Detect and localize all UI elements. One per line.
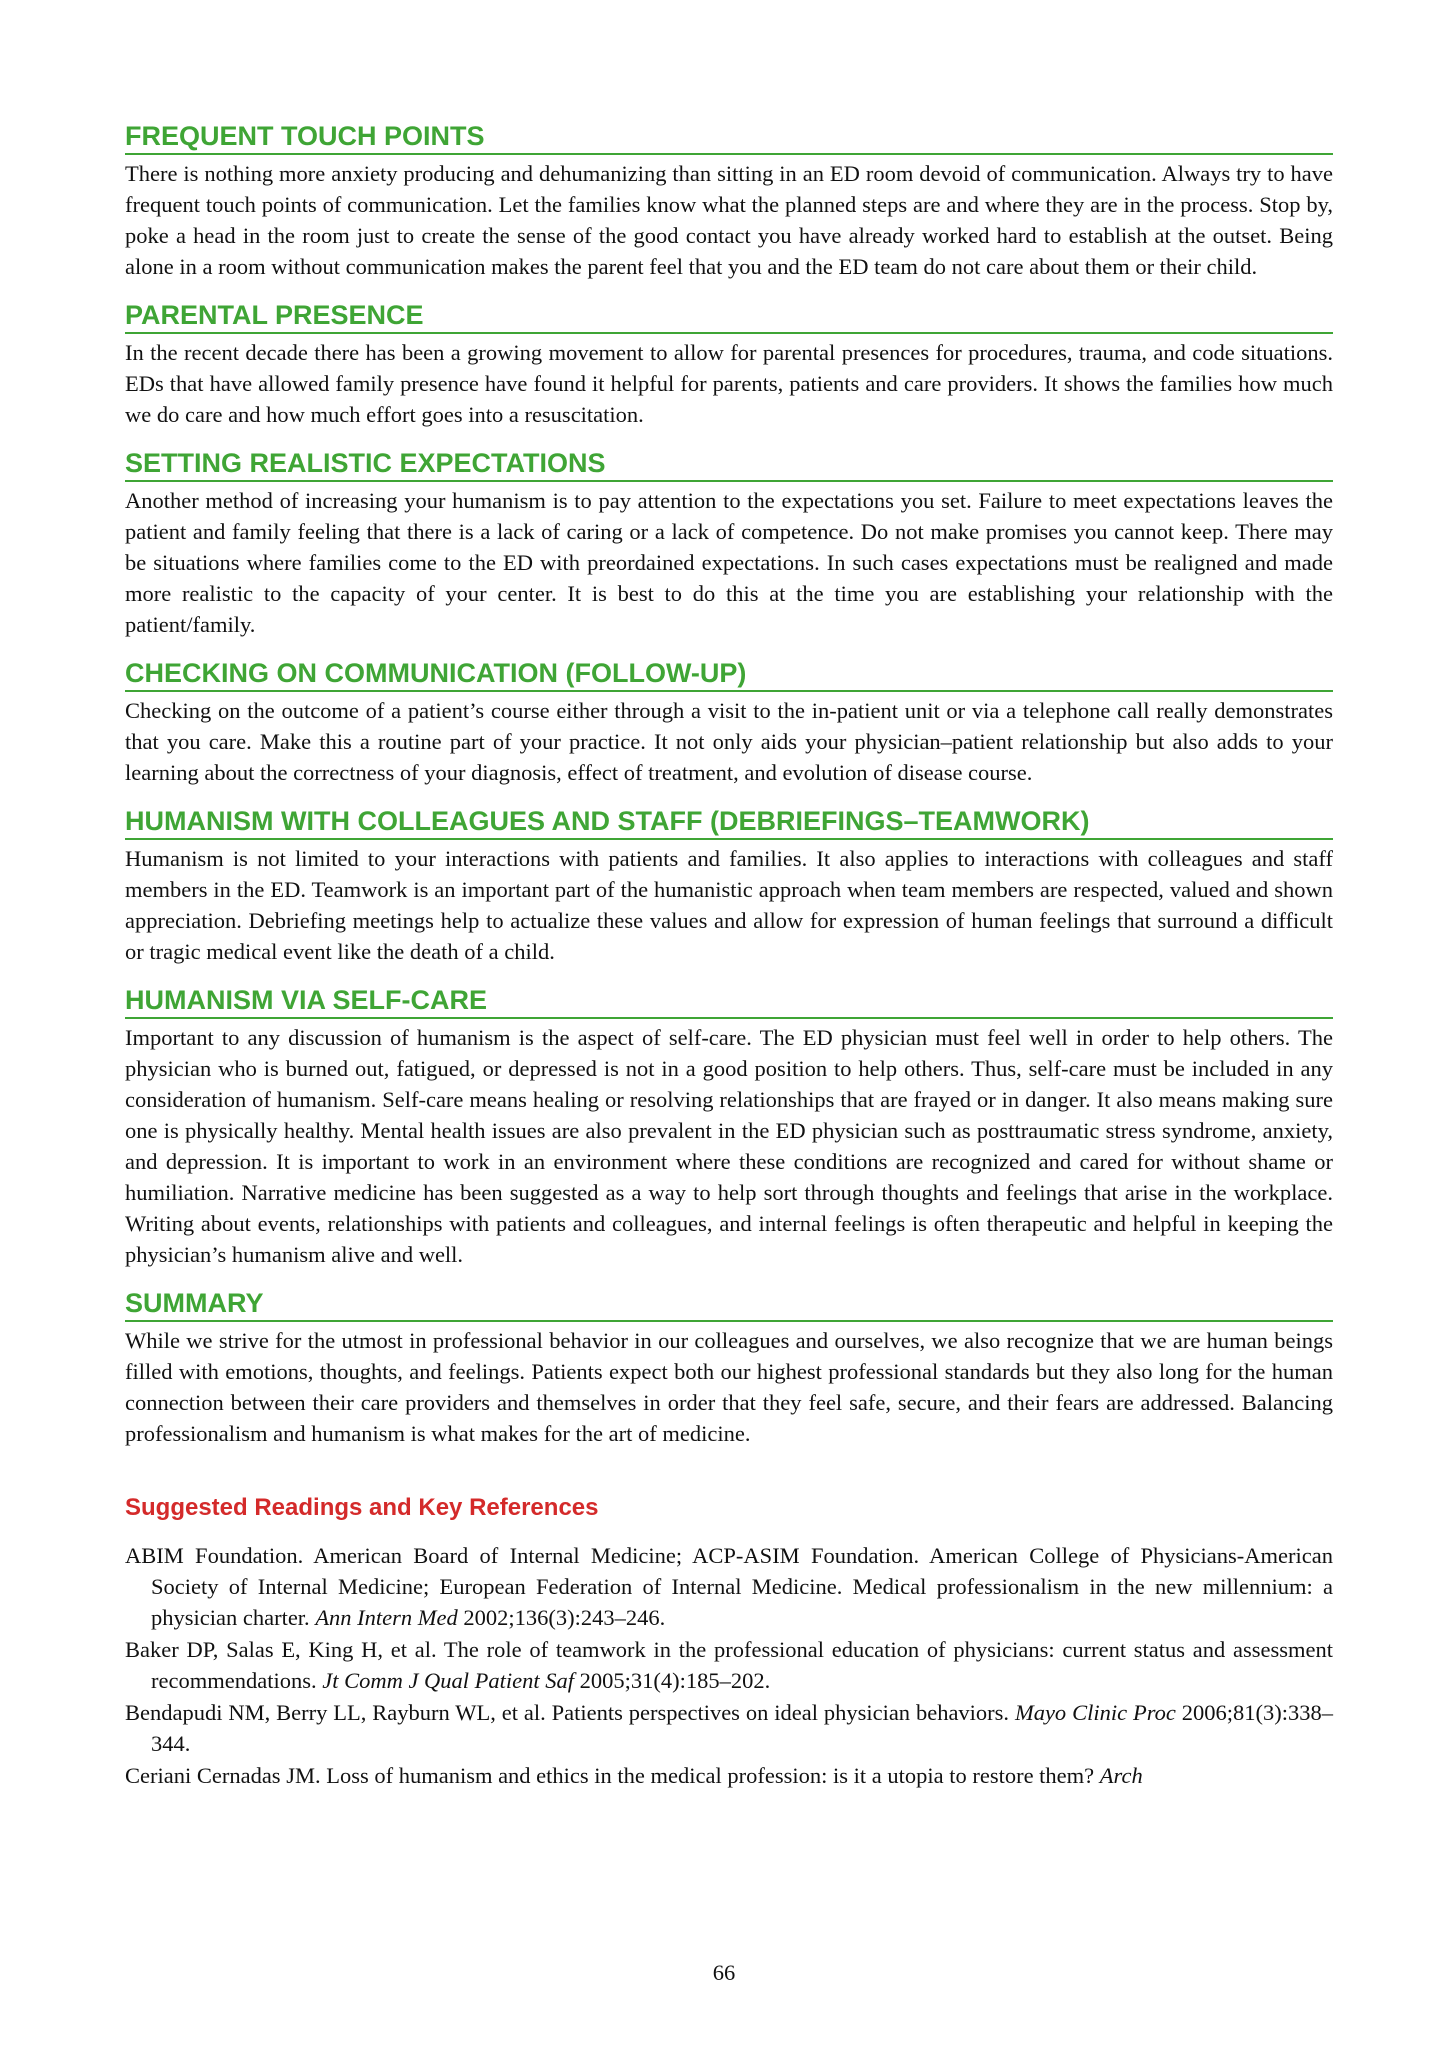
- reference-citation: 2005;31(4):185–202.: [574, 1668, 771, 1693]
- section-heading: CHECKING ON COMMUNICATION (FOLLOW-UP): [125, 657, 1333, 692]
- reference-entry: [125, 1697, 1333, 1759]
- section-paragraph: Humanism is not limited to your interactions with patients and families. It also applies to interactions with colleagues and staff members in the ED. Teamwork is an important part of the humanistic approach when team members are respected, valued and shown appreciation. Debriefing meetings help to actualize these values and allow for expression of human feelings that surround a difficult or tragic medical event like the death of a child.: [125, 846, 1333, 964]
- section-paragraph: Checking on the outcome of a patient’s course either through a visit to the in-patient unit or via a telephone call really demonstrates that you care. Make this a routine part of your practice. It not only aids your physician–patient relationship but also adds to your learning about the correctness of your diagnosis, effect of treatment, and evolution of disease course.: [125, 698, 1333, 785]
- section-setting-realistic-expectations: [125, 447, 1333, 640]
- section-heading: FREQUENT TOUCH POINTS: [125, 120, 1333, 155]
- section-humanism-via-self-care: [125, 984, 1333, 1270]
- reference-text: Ceriani Cernadas JM. Loss of humanism and ethics in the medical profession: is it a utopia to restore them?: [125, 1763, 1100, 1788]
- section-heading: HUMANISM WITH COLLEAGUES AND STAFF (DEBRIEFINGS–TEAMWORK): [125, 805, 1333, 840]
- section-heading: SUMMARY: [125, 1287, 1333, 1322]
- section-paragraph: Another method of increasing your humanism is to pay attention to the expectations you set. Failure to meet expectations leaves the patient and family feeling that there is a lack of caring or a lack of competence. Do not make promises you cannot keep. There may be situations where families come to the ED with preordained expectations. In such cases expectations must be realigned and made more realistic to the capacity of your center. It is best to do this at the time you are establishing your relationship with the patient/family.: [125, 488, 1333, 637]
- journal-title: Mayo Clinic Proc: [1014, 1700, 1176, 1725]
- section-paragraph: In the recent decade there has been a growing movement to allow for parental presences for procedures, trauma, and code situations. EDs that have allowed family presence have found it helpful for parents, patients and care providers. It shows the families how much we do care and how much effort goes into a resuscitation.: [125, 340, 1333, 427]
- section-heading: HUMANISM VIA SELF-CARE: [125, 984, 1333, 1019]
- reference-entry: [125, 1634, 1333, 1696]
- section-frequent-touch-points: [125, 120, 1333, 282]
- section-paragraph: There is nothing more anxiety producing and dehumanizing than sitting in an ED room devoid of communication. Always try to have frequent touch points of communication. Let the families know what the planned steps are and where they are in the process. Stop by, poke a head in the room just to create the sense of the good contact you have already worked hard to establish at the outset. Being alone in a room without communication makes the parent feel that you and the ED team do not care about them or their child.: [125, 161, 1333, 279]
- section-summary: [125, 1287, 1333, 1449]
- page-content: [125, 120, 1333, 1792]
- section-paragraph: Important to any discussion of humanism is the aspect of self-care. The ED physician must feel well in order to help others. The physician who is burned out, fatigued, or depressed is not in a good position to help others. Thus, self-care must be included in any consideration of humanism. Self-care means healing or resolving relationships that are frayed or in danger. It also means making sure one is physically healthy. Mental health issues are also prevalent in the ED physician such as posttraumatic stress syndrome, anxiety, and depression. It is important to work in an environment where these conditions are recognized and cared for without shame or humiliation. Narrative medicine has been suggested as a way to help sort through thoughts and feelings that arise in the workplace. Writing about events, relationships with patients and colleagues, and internal feelings is often therapeutic and helpful in keeping the physician’s humanism alive and well.: [125, 1025, 1333, 1267]
- reference-citation: 2006;81(3):338–344.: [151, 1700, 1333, 1756]
- journal-title: Jt Comm J Qual Patient Saf: [322, 1668, 575, 1693]
- reference-entry: [125, 1760, 1333, 1791]
- page-number: 66: [712, 1960, 736, 1985]
- section-parental-presence: [125, 299, 1333, 430]
- reference-text: Bendapudi NM, Berry LL, Rayburn WL, et al. Patients perspectives on ideal physician behaviors.: [125, 1700, 1015, 1725]
- reference-text: Baker DP, Salas E, King H, et al. The role of teamwork in the professional education of physicians: current status and assessment recommendations.: [125, 1637, 1333, 1693]
- section-heading: SETTING REALISTIC EXPECTATIONS: [125, 447, 1333, 482]
- reference-citation: 2002;136(3):243–246.: [457, 1605, 666, 1630]
- reference-text: ABIM Foundation. American Board of Internal Medicine; ACP-ASIM Foundation. American College of Physicians-American Society of Internal Medicine; European Federation of Internal Medicine. Medical professionalism in the new millennium: a physician charter.: [125, 1543, 1333, 1630]
- reference-entry: [125, 1540, 1333, 1633]
- references-heading: Suggested Readings and Key References: [125, 1494, 599, 1521]
- section-checking-on-communication: [125, 657, 1333, 788]
- journal-title: Arch: [1099, 1763, 1143, 1788]
- section-heading: PARENTAL PRESENCE: [125, 299, 1333, 334]
- section-humanism-with-colleagues: [125, 805, 1333, 967]
- section-paragraph: While we strive for the utmost in professional behavior in our colleagues and ourselves, we also recognize that we are human beings filled with emotions, thoughts, and feelings. Patients expect both our highest professional standards but they also long for the human connection between their care providers and themselves in order that they feel safe, secure, and their fears are addressed. Balancing professionalism and humanism is what makes for the art of medicine.: [125, 1328, 1333, 1446]
- reference-list: [125, 1540, 1333, 1791]
- journal-title: Ann Intern Med: [315, 1605, 458, 1630]
